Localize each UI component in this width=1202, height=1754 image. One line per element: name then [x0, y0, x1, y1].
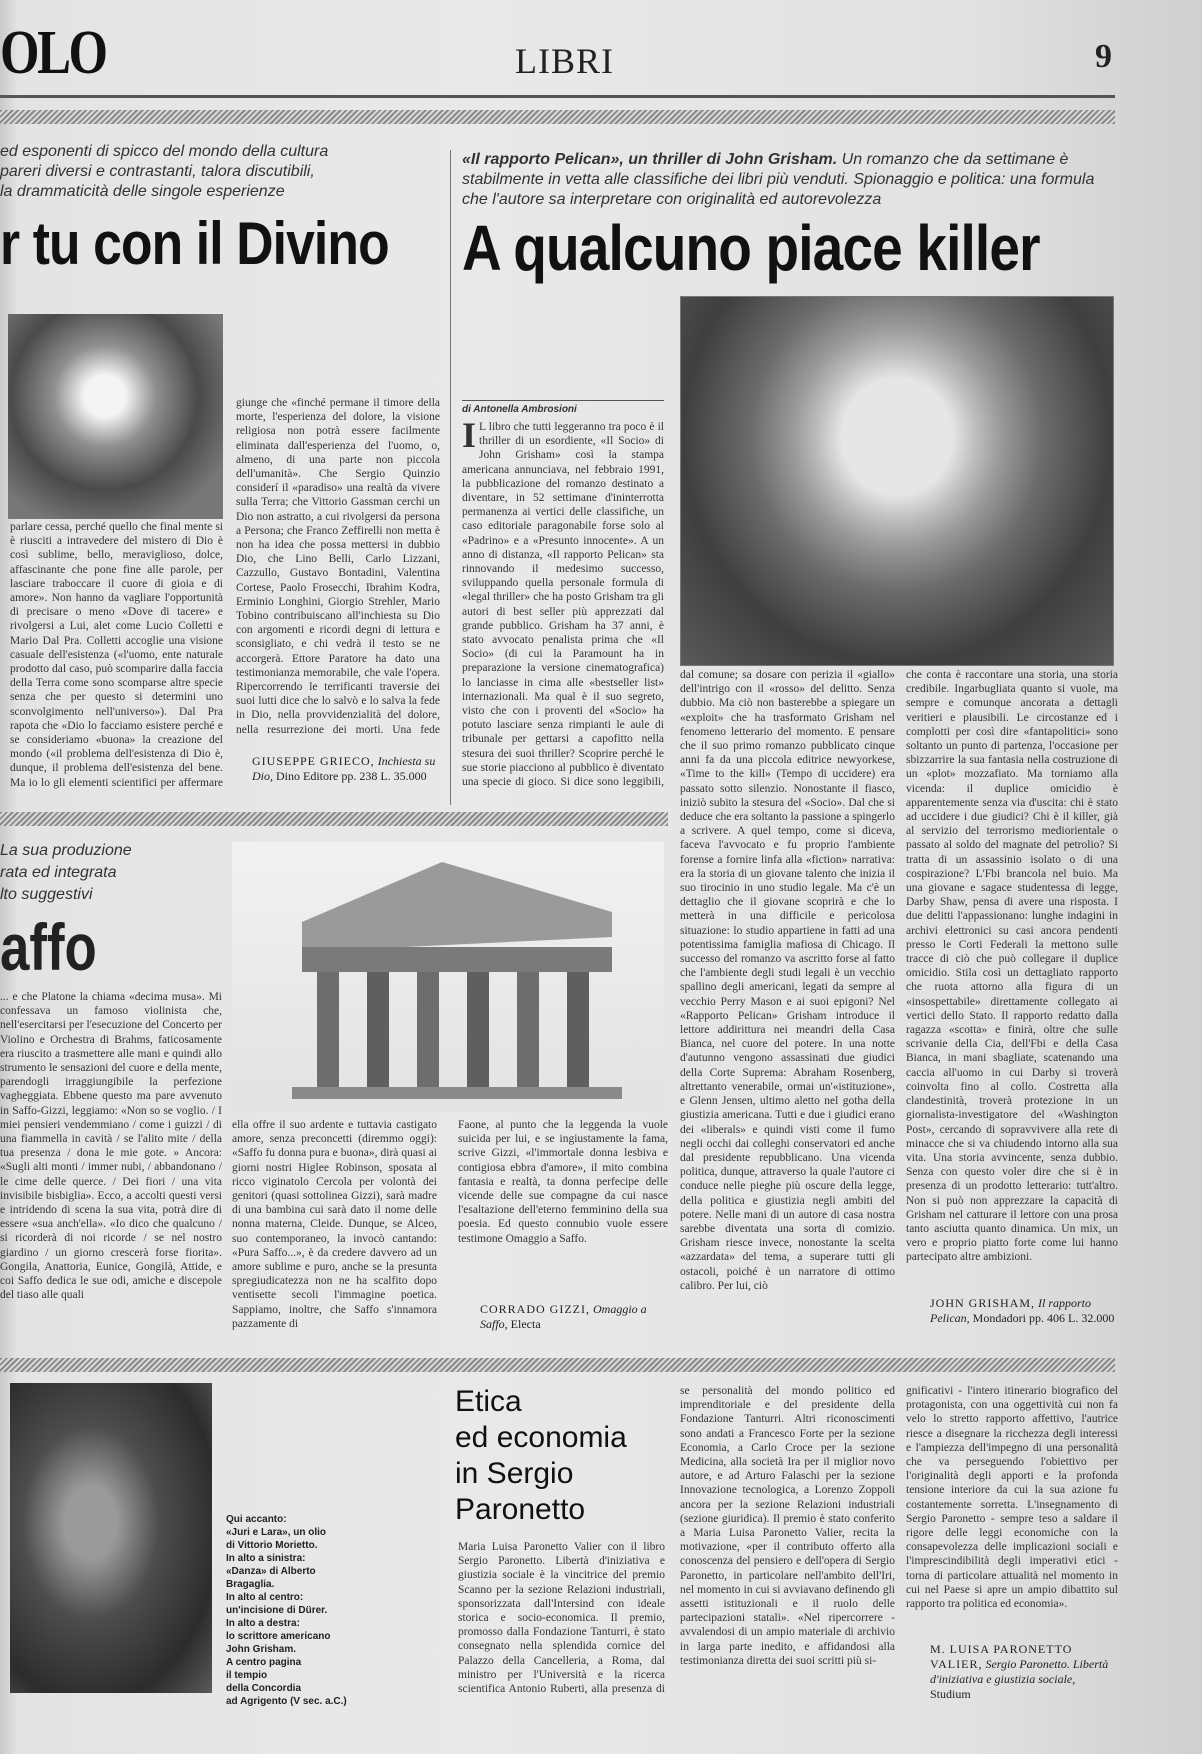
- pelican-credit: [930, 1296, 1115, 1326]
- danza-painting-image: [10, 1383, 212, 1693]
- caption-line: «Juri e Lara», un olio: [226, 1527, 327, 1538]
- credit-title: Inchiesta su Dio,: [252, 754, 436, 783]
- left-kicker: [0, 142, 420, 202]
- credit-title: Il rapporto Pelican,: [930, 1296, 1092, 1325]
- kicker-line: lto suggestivi: [0, 886, 93, 903]
- caption-line: In alto a sinistra:: [226, 1553, 306, 1564]
- kicker-line: rata ed integrata: [0, 864, 117, 881]
- credit-rest: Mondadori pp. 406 L. 32.000: [972, 1311, 1115, 1325]
- caption-line: Bragaglia.: [226, 1579, 275, 1590]
- kicker-line: ed esponenti di spicco del mondo della cultura: [0, 143, 329, 160]
- caption-line: A centro pagina: [226, 1657, 302, 1668]
- credit-author: CORRADO GIZZI,: [480, 1302, 590, 1316]
- kicker-line: pareri diversi e contrastanti, talora discutibili,: [0, 163, 315, 180]
- pelican-kicker-bold: «Il rapporto Pelican», un thriller di John Grisham.: [462, 151, 838, 168]
- header-rule: [0, 95, 1115, 98]
- pelican-headline: A qualcuno piace killer: [462, 212, 1040, 284]
- temple-of-concordia-image: [232, 842, 664, 1112]
- credit-author: GIUSEPPE GRIECO,: [252, 754, 375, 768]
- caption-line: John Grisham.: [226, 1644, 297, 1655]
- headline-line: ed economia: [455, 1421, 627, 1454]
- credit-title: Sergio Paronetto. Libertà d'iniziativa e giustizia sociale,: [930, 1657, 1109, 1686]
- caption-line: un'incisione di Dürer.: [226, 1605, 328, 1616]
- etica-col-1: Maria Luisa Paronetto Valier con il libro Sergio Paronetto. Libertà d'iniziativa e giustizia sociale è la vincitrice del premio Scanno per la sezione Relazioni industriali, sponsorizzata dall'Intersind con ideale storica e socio-economica. Il premio, promosso dalla Fondazione Tanturri, è stato consegnato nella splendida cornice del Palazzo della Cancelleria, a Roma, dal ministro per l'Università e la ricerca scientifica Antonio Ruberti, alla presenza di: [458, 1541, 665, 1695]
- mid-hatch-rule: [0, 812, 668, 826]
- etica-col-2: se personalità del mondo politico ed imprenditoriale e del presidente della Fondazione Tanturri. Altri riconoscimenti sono andati a Francesco Forte per la sezione Economia, a Carlo Croce per la sezione Medicina, alla società Ira per il miglior novo autore, e ad Arturo Falaschi per la sezione Innovazione tecnologica, a Lorenzo Zoppoli ancora per la sezione Relazioni industriali (sezione giuridica). Il premio è stato conferito a Maria Luisa Paronetto Valier, recita la motivazione, «per il contributo offerto alla conoscenza del pensiero e dell'opera di Sergio Paronetto, in particolare nell'ambito dell'Iri, nel momento in cui si avviavano definendo gli assetti istituzionali e il ruolo delle partecipazioni statali». «Nel ripercorrere - avvalendosi di un ampio materiale di archivio in larga parte inedito, e affidandosi alla testimonianza diretta dei suoi scritti più si-: [680, 1385, 895, 1667]
- etica-headline: [455, 1384, 675, 1528]
- credit-rest: Electa: [510, 1317, 541, 1331]
- left-credit: [252, 754, 442, 784]
- left-col-2: giunge che «finché permane il timore della morte, l'esperienza del dolore, la visione religiosa non potrà essere facilmente eliminata dall'esperienza del l'uomo, o, almeno, di una parte non piccola dell'umanità». Che Sergio Quinzio considerí il «paradiso» una realtà da vivere sulla Terra; che Vittorio Gassman cerchi un Dio non astratto, a cui rivolgersi da persona a Persona; che Franco Zeffirelli non metta è non ha idea che possa mettersi in dubbio Dio, che Lino Belli, Carlo Lizzani, Cazzullo, Gustavo Bontadini, Valentina Cortese, Paolo Frosecchi, Ibrahim Kodra, Erminio Longhini, Giorgio Strehler, Mario Tobino contribuiscano all'inchiesta su Dio con argomenti e ricordi degni di lettura e sconsigliato, e chi vedrà il testo se ne accorgerà. Ettore Paratore ha dato una testimonianza memorabile, che vale l'opera. Ripercorrendo le terrificanti traversie dei suoi lutti dice che lo salvò e lo salva la fede in Dio, nella provvidenzialità del dolore, nella resurrezione dei morti. Una fede: [236, 397, 440, 736]
- saffo-headline: affo: [0, 910, 97, 984]
- credit-title: Omaggio a Saffo,: [480, 1302, 647, 1331]
- etica-col-3: gnificativi - l'intero itinerario biografico del protagonista, con una oggettività cui non fa velo lo stretto rapporto affettivo, l'autrice riesce a disegnare la ricchezza degli interessi e l'ampiezza dell'impegno di una personalità che va perseguendo l'obiettivo per l'originalità degli apporti e la profonda tensione interiore da cui la sua azione fu costantemente sorretta. L'insegnamento di Sergio Paronetto - sempre teso a saldare il rigore delle leggi economiche con la consapevolezza delle implicazioni sociali e l'imprescindibilità degli imperativi etici - torna di particolare attualità nel momento in cui nel Paese si apre un ampio dibattito sul rapporto tra politica ed economia».: [906, 1385, 1118, 1611]
- kicker-line: La sua produzione: [0, 842, 132, 859]
- left-col-1: parlare cessa, perché quello che final mente si è riusciti a intravedere del mistero di Dio è così sublime, bello, meraviglioso, dolce, affascinante che pone fine alle parole, per lasciare traboccare il cuore di gioia e di amore». Non hanno da vagliare l'opportunità di precisare o meno «Dove di tacere» e rivolgersi a Lui, alet come Lucio Colletti e Mario Dal Pra. Colletti accoglie una visione casuale dell'esistenza («l'uomo, ente naturale prodotto dal caso, può scomparire dalla faccia della Terra come sono scomparse altre specie senza che per questo si determini uno sconvolgimento nell'universo»). Dal Pra rapota che «Dio lo facciamo esistere perché e se consideriamo «buona» la creazione del mondo («il problema dell'esistenza di Dio è, dunque, il problema dell'esistenza del bene. Ma io lo gli elementi scientifici per affermare: [10, 521, 223, 789]
- header-hatch-rule: [0, 110, 1115, 124]
- saffo-col-1: ... e che Platone la chiama «decima musa». Mi confessava un famoso violinista che, nell'esercitarsi per l'esecuzione del Concerto per Violino e Orchestra di Brahms, faticosamente era riuscito a trasmettere alle mani e quindi allo strumento le sensazioni del cuore e della mente, parendogli irraggiungibile la perfezione vagheggiata. Ebbene questo ma pare avvenuto in Saffo-Gizzi, leggiamo: «Non so se voglio. / I miei pensieri vendemmiano / come i guizzi / di una fiammella in cavità / se l'alito mite / della tua presenza / dona le mie gote. » Ancora: «Sugli alti monti / immer nubi, / abbandonano / le cime delle querce. / Dei fiori / una vita invisibile bisbiglia». Ecco, a accolti questi versi e intridendo di scena la sua vita, potrà dire di essere «sua anch'ella». «Io dico che qualcuno / si ricorderà di noi ricorde / se nel nostro giardino / un giorno crescerà forse fiorita». Gongila, Anattoria, Eunice, Gongilà, Attide, e coi Saffo dedica le sue odi, amiche e discepole del tiaso alle quali: [0, 991, 222, 1302]
- credit-rest: Dino Editore pp. 238 L. 35.000: [276, 769, 427, 783]
- credit-rest: Studium: [930, 1687, 971, 1701]
- caption-line: In alto a destra:: [226, 1618, 300, 1629]
- caption-line: il tempio: [226, 1670, 268, 1681]
- section-title: LIBRI: [515, 41, 614, 81]
- credit-author: JOHN GRISHAM,: [930, 1296, 1036, 1310]
- page-number: 9: [1095, 38, 1112, 75]
- kicker-line: la drammaticità delle singole esperienze: [0, 183, 285, 200]
- headline-line: Paronetto: [455, 1493, 586, 1526]
- pelican-col-3: che conta è raccontare una storia, una storia credibile. Ingarbugliata quanto si vuole, ma sempre e comunque ancorata a dettagli veritieri e plausibili. Le circostanze ed i complotti per così dire «fantapolitici» sono soltanto un punto di partenza, l'occasione per sbizzarrire la sua fantasia nella costruzione di un «plot» mozzafiato. Ma torniamo alla vicenda: il duplice omicidio è apparentemente senza via d'uscita: chi è stato ad uccidere i due giudici? Chi è il killer, già al servizio del terrorismo mediorientale o passato al soldo del magnate del petrolio? Si tratta di un assassinio isolato o di una cospirazione? L'Fbi brancola nel buio. Ma una giovane e sagace studentessa di legge, Darby Shaw, pensa di avere una risposta. I due delitti l'appassionano: lunghe indagini in archivi elettronici su casi ancora pendenti presso le Corti Federali la mettono sulle tracce di ciò che può collegare il duplice omicidio. Stila così un dettagliato rapporto che ruota attorno alla figura di un «insospettabile» direttamente collegato ai vertici dello Stato. Il rapporto redatto dalla ragazza «scotta» e finirà, oltre che sulle scrivanie della Cia, dell'Fbi e della Casa Bianca, in mani sbagliate, scatenando una caccia all'uomo in cui Darby si troverà coinvolta fino al collo. Costretta alla clandestinità, troverà protezione in un giornalista-investigatore del «Washington Post», cercando di sopravvivere alla rete di minacce che si va chiudendo intorno alla sua vita. Una storia avvincente, senza dubbio. Senza con questo voler dire che si è in presenza di un prodotto letterario: tutt'altro. Non si può non apprezzare la capacità di Grisham nel catturare il lettore con una prosa tanto asciutta quanto dinamica. Un mix, un vero e proprio piatto forte come lui hanno partecipato altre ambizioni.: [906, 669, 1118, 1264]
- pelican-col-1: [462, 420, 664, 790]
- left-headline: r tu con il Divino: [0, 210, 389, 277]
- saffo-col-2: ella offre il suo ardente e tuttavia castigato amore, senza preconcetti (diremmo oggi): «Saffo fu donna pura e buona», dirà quasi ai giorni nostri Higlee Robinson, sposata al ricco viginatolo Cercola per volontà dei genitori (quasi sottolinea Gizzi), sarà madre di una bambina cui sarà dato il nome delle nonna materna, Cleide. Dunque, se Alceo, suo contemporaneo, la invocò cantando: «Pura Saffo...», è da credere davvero ad un amore sublime e puro, anche se la presunta spregiudicatezza non ne ha scalfito dopo ventisette secoli l'immagine poetica. Sappiamo, inoltre, che Saffo s'innamora pazzamente di: [232, 1119, 437, 1330]
- pelican-byline: di Antonella Ambrosioni: [462, 400, 664, 415]
- photo-captions: [226, 1513, 381, 1708]
- masthead-logo: OLO: [0, 19, 106, 87]
- pelican-col-2: dal comune; sa dosare con perizia il «giallo» dell'intrigo con il «rosso» del delitto. Senza dubbio. Ma ciò non basterebbe a spiegare un «exploit» che ha trasformato Grisham nel fenomeno letterario del momento. E pensare che il suo primo romanzo pubblicato cinque anni fa da una piccola editrice newyorkese, «Time to the kill» (Tempo di uccidere) era passato sotto silenzio. Nonostante il fiasco, iniziò subito la stesura del «Socio». Dal che si deduce che era soltanto la passione a spingerlo a scrivere. A quel tempo, come si diceva, faceva l'avvocato e fu proprio l'ambiente forense a fornire linfa alla «fiction» narrativa: era la storia di un giovane talento che inizia il suo tirocinio in uno studio legale. Ma c'è un dettaglio che il giovane scoprirà e che lo metterà in una difficile e pericolosa situazione: lo studio appartiene in fatti ad una potentissima famiglia mafiosa di Chicago. Il successo del romanzo va ascritto forse al fatto che l'ambiente degli studi legali è un vecchio spallino degli americani, legati da sempre al vecchio Perry Mason e ai suoi epigoni? Nel «Rapporto Pelican» Grisham introduce il lettore addirittura nei meandri della Casa Bianca, nel cuore del potere. In una notte d'autunno vengono assassinati due giudici della Corte Suprema: Abraham Rosenberg, altrettanto venerabile, ormai un'«istituzione», e Glenn Jensen, ultimo aletto nel gotha della giustizia americana. Tutti e due i giudici erano dei «liberals» e quindi visti come il fumo negli occhi dai colleghi conservatori ed anche dal presidente repubblicano. Una vicenda politica, dunque, attraverso la quale l'autore ci conduce nelle pieghe più oscure della legge, della politica e giustizia negli ambiti del potere. Nelle mani di un autore di casa nostra sarebbe diventata una sorta di comizio. Grisham riesce invece, nonostante la scelta «azzardata» del tema, a superare tutti gli ostacoli, poiché è un narratore di ottimo calibro. Per lui, ciò: [680, 669, 895, 1292]
- headline-line: Etica: [455, 1385, 522, 1418]
- etica-credit: [930, 1642, 1115, 1702]
- pelican-kicker: [462, 150, 1102, 210]
- caption-line: Qui accanto:: [226, 1514, 287, 1525]
- dropcap: I: [462, 420, 477, 455]
- saffo-kicker: [0, 840, 220, 906]
- saffo-credit: [480, 1302, 665, 1332]
- durer-engraving-image: [8, 314, 223, 519]
- pelican-kicker-rest: Un romanzo che da settimane è stabilmente in vetta alle classifiche dei libri più venduti. Spionaggio e politica: una formula che l'autore sa interpretare con originalità ed autorevolezza: [462, 151, 1095, 208]
- caption-line: della Concordia: [226, 1683, 302, 1694]
- john-grisham-photo: [680, 296, 1114, 666]
- headline-line: in Sergio: [455, 1457, 574, 1490]
- saffo-col-3: Faone, al punto che la leggenda la vuole suicida per lui, e se ingiustamente la fama, scrive Gizzi, «l'immortale donna lesbiva e contigiosa ebbra d'amore», il mito combina fantasia e realtà, ta donna perfecipe delle vicende delle sue compagne da cui nasce l'esaltazione dell'eterno femminino della sua poesia. Ed questo connubio vuole essere testimone Omaggio a Saffo.: [458, 1119, 668, 1245]
- bottom-hatch-rule: [0, 1358, 1115, 1372]
- credit-author: M. LUISA PARONETTO VALIER,: [930, 1642, 1073, 1671]
- pelican-col-1-text: L libro che tutti leggeranno tra poco è il thriller di un esordiente, «Il Socio» di John Grisham» così la stampa americana annunciava, nel febbraio 1991, la pubblicazione del romanzo destinato a diventare, in 52 settimane d'ininterrotta permanenza ai vertici delle classifiche, un caso editoriale paragonabile forse solo al «Padrino» e a «Presunto innocente». A un anno di distanza, «Il rapporto Pelican» sta rinnovando il medesimo successo, sviluppando quella personale formula di «legal thriller» che ha posto Grisham tra gli autori di best seller più apprezzati dal grande pubblico. Grisham ha 37 anni, è stato avvocato penalista prima che «Il Socio» (di cui la Paramount ha in preparazione la versione cinematografica) lo lanciasse in cima alle «bestseller list» internazionali. Ma qual è il suo segreto, visto che con i proventi del «Socio» ha potuto lasciare senza rimpianti le aule di tribunale per gettarsi a capofitto nella stesura dei suoi thriller? Scoprire perché le sue storie piacciono al pubblico è diventato una specie di gioco. Si dice sono leggibili,: [462, 421, 664, 789]
- caption-line: In alto al centro:: [226, 1592, 304, 1603]
- temple-drawing: [232, 842, 664, 1112]
- caption-line: ad Agrigento (V sec. a.C.): [226, 1696, 347, 1707]
- column-divider: [450, 150, 451, 805]
- caption-line: «Danza» di Alberto: [226, 1566, 316, 1577]
- caption-line: di Vittorio Morietto.: [226, 1540, 318, 1551]
- caption-line: lo scrittore americano: [226, 1631, 331, 1642]
